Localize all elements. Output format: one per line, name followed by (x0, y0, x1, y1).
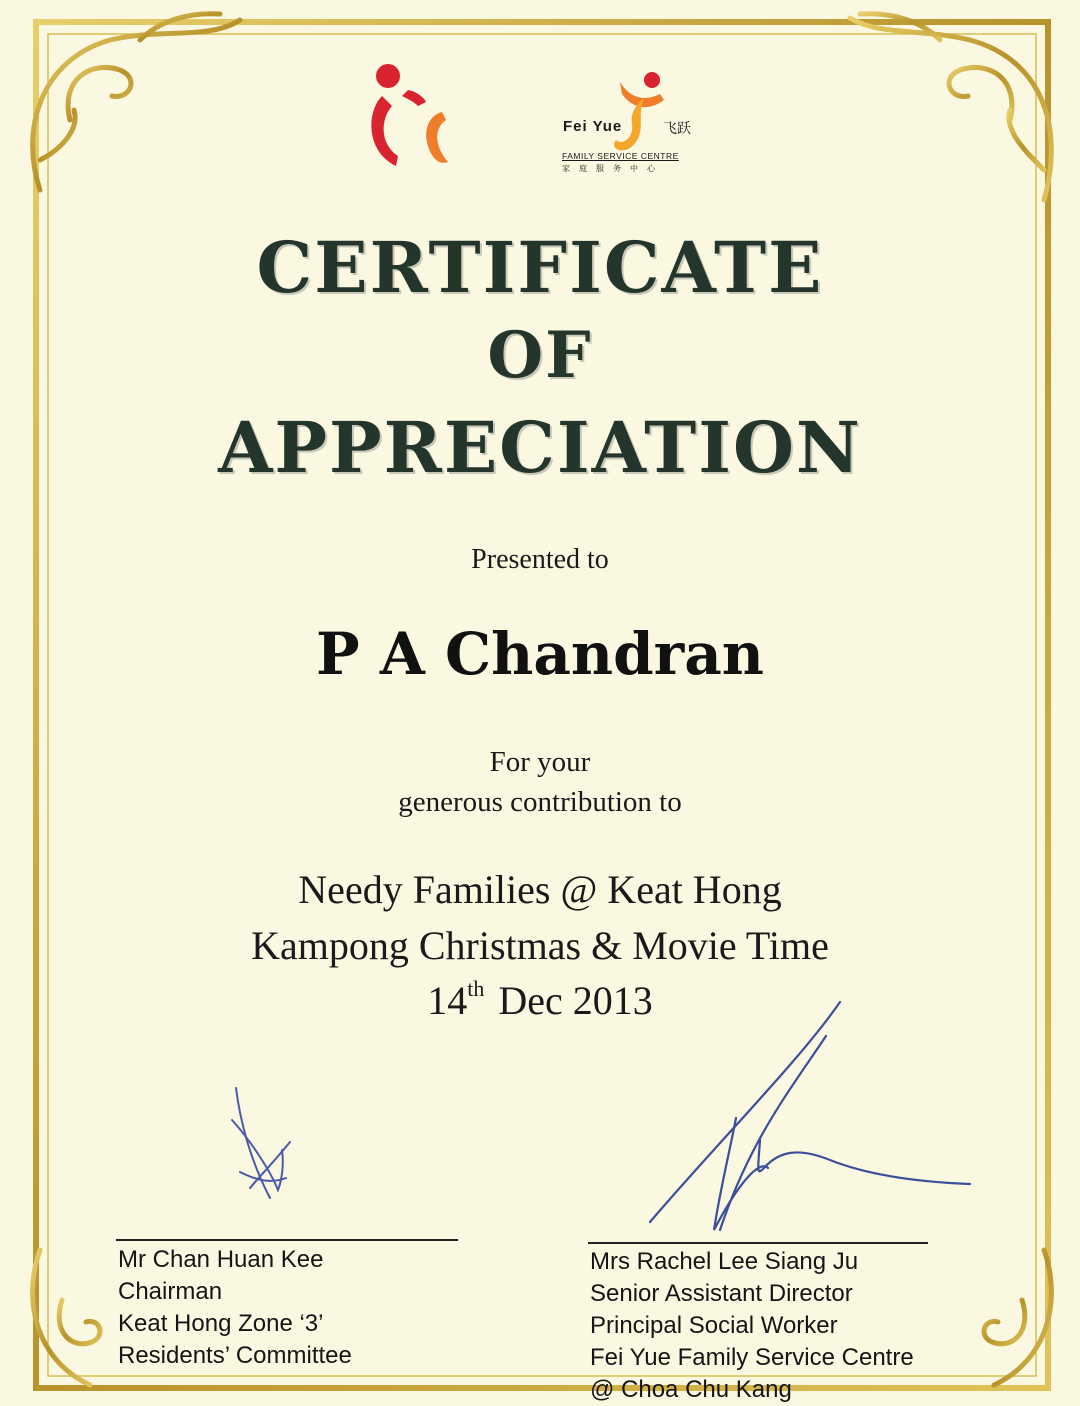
signatory-right-org-line-1: Fei Yue Family Service Centre (590, 1344, 914, 1371)
fei-yue-name: Fei Yue (563, 118, 623, 135)
corner-flourish-bottom-left-icon (33, 1250, 100, 1385)
signatory-right-org-line-2: @ Choa Chu Kang (590, 1376, 792, 1403)
corner-flourish-bottom-right-icon (984, 1250, 1051, 1385)
title-line-2: OF (487, 318, 593, 393)
community-logo-icon (362, 62, 458, 174)
corner-flourish-top-left-icon (33, 14, 240, 190)
signatory-right (590, 1246, 914, 1406)
title-line-1: CERTIFICATE (256, 226, 824, 309)
title-line-3: APPRECIATION (218, 406, 862, 489)
signatory-left-org-line-1: Keat Hong Zone ‘3’ (118, 1310, 324, 1337)
signatory-left-name: Mr Chan Huan Kee (118, 1246, 324, 1273)
signature-line-right (588, 1242, 928, 1244)
signature-line-left (116, 1239, 458, 1241)
event-line-2: Kampong Christmas & Movie Time (251, 923, 829, 968)
event-date-day: 14 (427, 978, 468, 1023)
fei-yue-logo (560, 68, 720, 180)
signatory-right-title: Senior Assistant Director (590, 1280, 853, 1307)
signatory-left-title: Chairman (118, 1278, 223, 1305)
signatory-right-name: Mrs Rachel Lee Siang Ju (590, 1248, 859, 1275)
corner-flourish-top-right-icon (850, 14, 1051, 200)
event-line-1: Needy Families @ Keat Hong (298, 867, 782, 912)
fei-yue-subtitle-chinese: 家庭服务中心 (562, 164, 664, 173)
signatory-left-org-line-2: Residents’ Committee (118, 1342, 352, 1369)
signatory-right-role: Principal Social Worker (590, 1312, 838, 1339)
signature-right-icon (640, 1000, 980, 1240)
fei-yue-subtitle: FAMILY SERVICE CENTRE (562, 151, 679, 161)
reason-line-2: generous contribution to (398, 786, 682, 818)
fei-yue-name-chinese: 飞跃 (663, 120, 691, 136)
reason-line-1: For your (489, 746, 591, 778)
signatory-left (118, 1244, 352, 1372)
presented-to-label: Presented to (471, 544, 609, 575)
community-logo (362, 62, 458, 174)
event-date-suffix: th (467, 976, 485, 1001)
recipient-name: P A Chandran (316, 620, 764, 688)
event-date-rest: Dec 2013 (498, 978, 653, 1023)
signature-left-icon (220, 1080, 310, 1210)
